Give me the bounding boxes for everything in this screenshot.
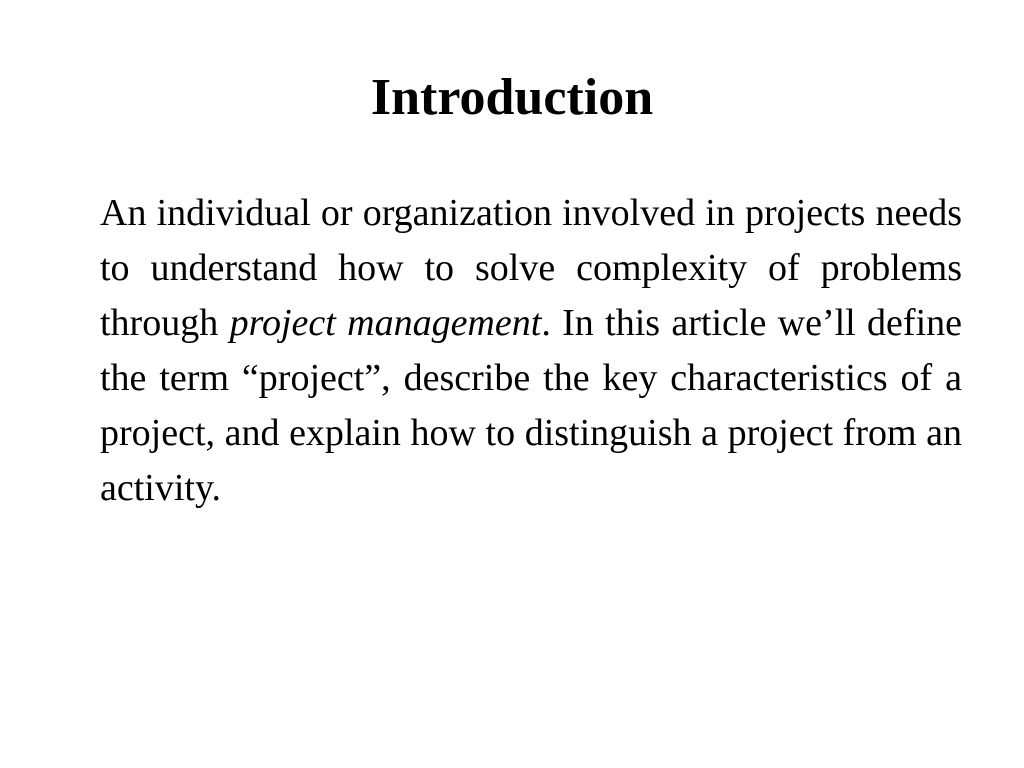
slide-body-paragraph	[100, 186, 962, 516]
body-text-part-1: An individual or organization involved in projects needs to understand how to solve complexity of problems through	[100, 192, 962, 344]
body-text-part-2: . In this article we’ll define the term “project”, describe the key characteristics of a project, and explain how to distinguish a project from an activity.	[100, 302, 963, 509]
body-text-emphasis: project management	[229, 302, 542, 344]
slide-title: Introduction	[370, 69, 654, 126]
